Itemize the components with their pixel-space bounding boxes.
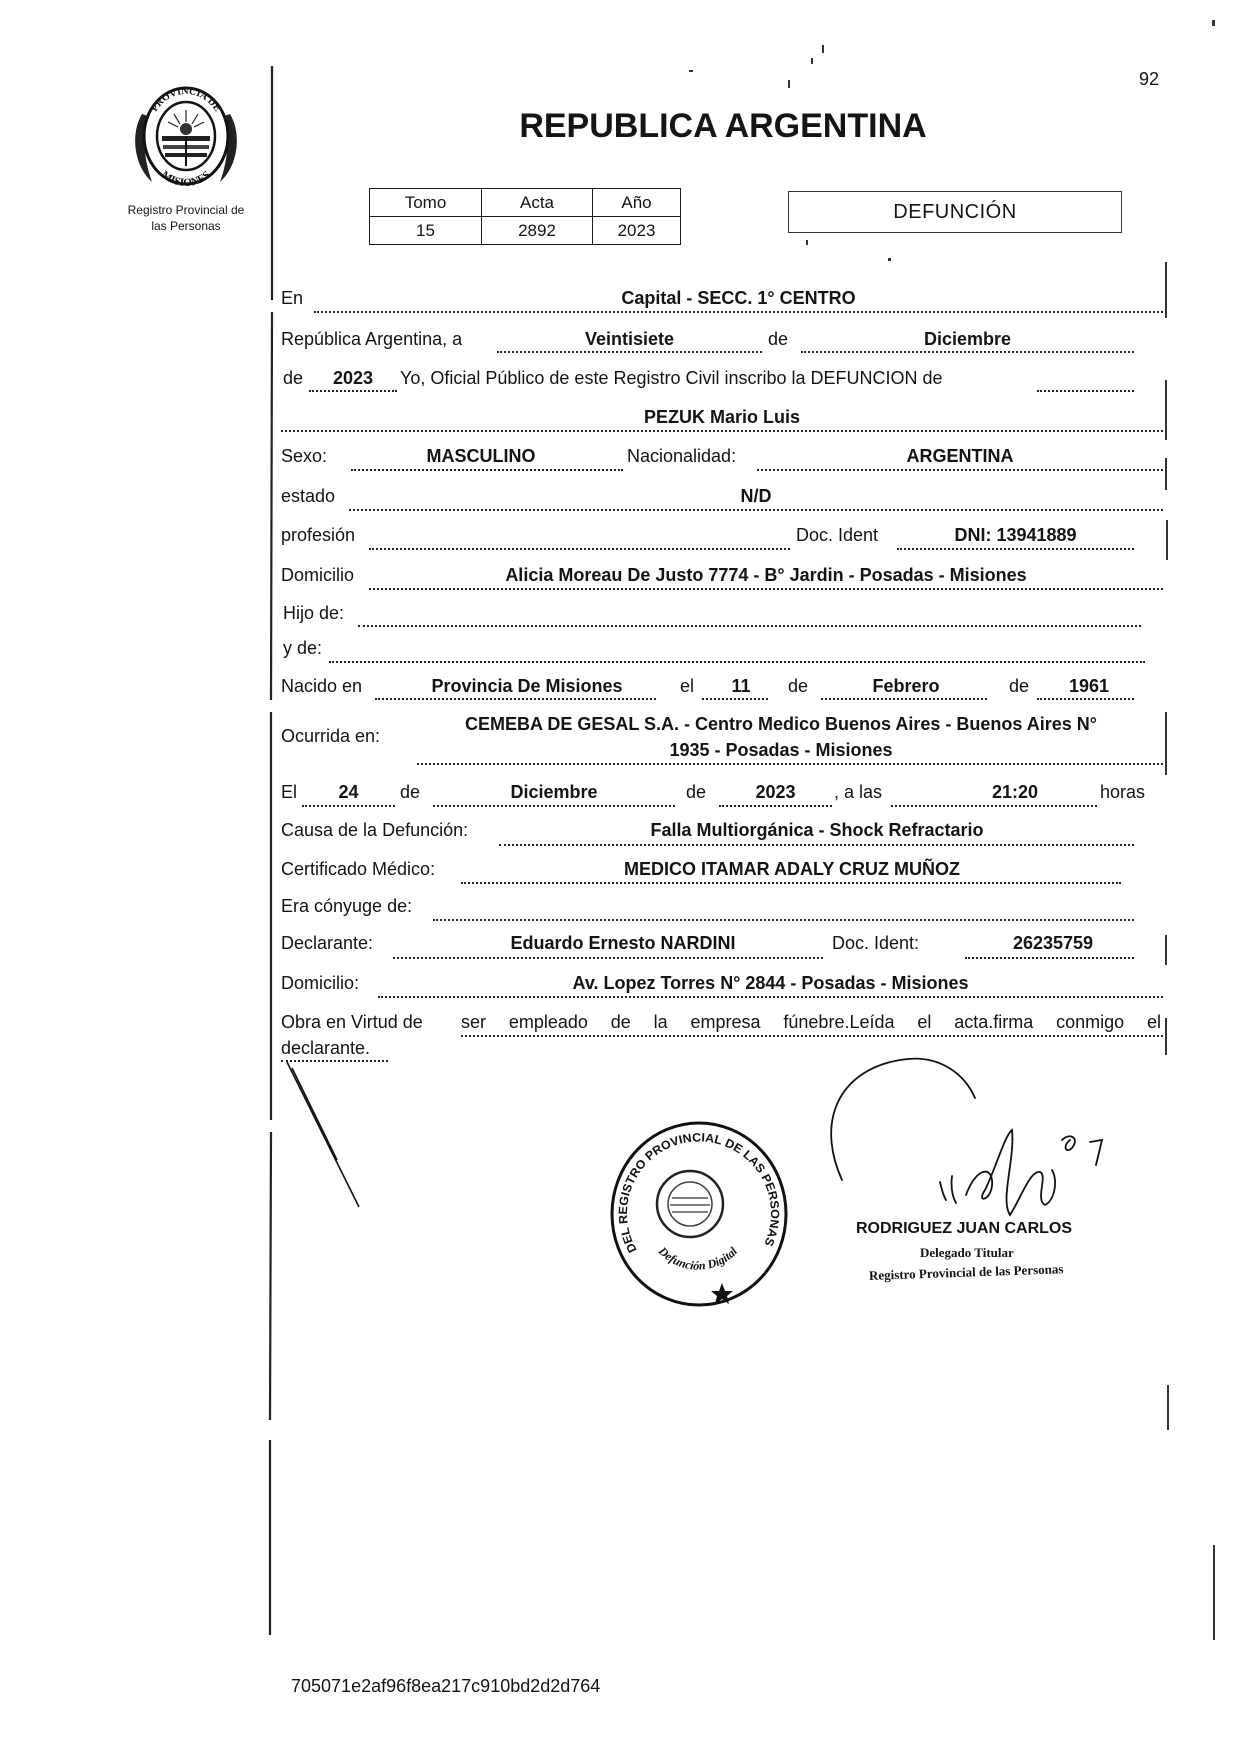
- defuncion-month: Diciembre: [510, 782, 598, 802]
- deceased-name-line: [281, 430, 1163, 432]
- defuncion-day-line: [302, 805, 395, 807]
- lugar-value: Capital - SECC. 1° CENTRO: [621, 288, 856, 308]
- declarante-doc-label: Doc. Ident:: [832, 933, 920, 953]
- fecha-acta-month: Diciembre: [923, 329, 1012, 349]
- nacido-year-line: [1037, 698, 1134, 700]
- anio-acta-text: Yo, Oficial Público de este Registro Civil inscribo la DEFUNCION de: [400, 368, 943, 388]
- fecha-acta-day-line: [497, 351, 762, 353]
- registry-name-line1: Registro Provincial de: [127, 203, 245, 217]
- nacido-place: Provincia De Misiones: [431, 676, 623, 696]
- anio-acta-year: 2023: [332, 368, 374, 388]
- defuncion-time-line: [891, 805, 1097, 807]
- certificado-line: [461, 882, 1121, 884]
- obra-line2-underline: [281, 1060, 388, 1062]
- record-value-acta: 2892: [482, 217, 593, 245]
- provincial-seal-emblem: [130, 74, 242, 192]
- domicilio-line: [369, 588, 1163, 590]
- scan-speck: [788, 80, 790, 88]
- signature-loop: [831, 1059, 975, 1180]
- nacido-month-line: [821, 698, 987, 700]
- seal-lettering-bottom: MISIONES: [159, 168, 213, 190]
- scan-speck: [1212, 20, 1215, 26]
- fecha-acta-de: de: [768, 329, 789, 349]
- record-header-tomo: Tomo: [370, 189, 482, 217]
- anio-acta-end-line: [1037, 390, 1134, 392]
- defuncion-a-las: , a las: [834, 782, 883, 802]
- estado-label: estado: [281, 486, 336, 506]
- fecha-acta-month-line: [801, 351, 1134, 353]
- seal-leaf-right: [220, 114, 237, 182]
- nacido-year: 1961: [1068, 676, 1110, 696]
- seal-lettering-top: PROVINCIA DE: [149, 85, 223, 114]
- domicilio-declarante-value: Av. Lopez Torres N° 2844 - Posadas - Misiones: [572, 973, 969, 993]
- certificado-label: Certificado Médico:: [281, 859, 436, 879]
- profesion-line: [369, 548, 790, 550]
- ocurrida-line2: 1935 - Posadas - Misiones: [669, 740, 893, 760]
- ocurrida-line: [417, 763, 1163, 765]
- nacido-place-line: [375, 698, 656, 700]
- domicilio-declarante-label: Domicilio:: [281, 973, 360, 993]
- declarante-label: Declarante:: [281, 933, 374, 953]
- document-hash: 705071e2af96f8ea217c910bd2d2d764: [291, 1676, 601, 1696]
- stamp-emblem-bands: [670, 1198, 710, 1212]
- profesion-label: profesión: [281, 525, 356, 545]
- nacido-label: Nacido en: [281, 676, 363, 696]
- hijo-de-line: [358, 625, 1141, 627]
- signatory-office: Registro Provincial de las Personas: [868, 1261, 1064, 1283]
- nacido-de2: de: [1009, 676, 1030, 696]
- conyuge-label: Era cónyuge de:: [281, 896, 413, 916]
- record-table-header-row: [370, 189, 681, 217]
- doc-value: DNI: 13941889: [954, 525, 1077, 545]
- record-type-box: DEFUNCIÓN: [788, 191, 1122, 233]
- anio-acta-year-line: [309, 390, 397, 392]
- nacionalidad-value: ARGENTINA: [906, 446, 1014, 466]
- stamp-bottom-lettering: Defunción Digital: [655, 1244, 741, 1273]
- y-de-label: y de:: [283, 638, 323, 658]
- anio-acta-de: de: [283, 368, 304, 388]
- causa-line: [499, 844, 1134, 846]
- signature-scribble: [940, 1130, 1102, 1215]
- seal-leaf-left: [135, 114, 152, 182]
- sexo-value: MASCULINO: [426, 446, 536, 466]
- scan-speck: [811, 58, 813, 64]
- nacido-day-line: [702, 698, 768, 700]
- conyuge-line: [433, 919, 1134, 921]
- record-table: [369, 188, 681, 245]
- defuncion-year: 2023: [755, 782, 796, 802]
- record-value-tomo: 15: [370, 217, 482, 245]
- defuncion-year-line: [719, 805, 832, 807]
- obra-label: Obra en Virtud de: [281, 1012, 423, 1032]
- domicilio-declarante-line: [378, 996, 1163, 998]
- deceased-name: PEZUK Mario Luis: [643, 407, 800, 427]
- stamp-inner-emblem-core: [668, 1182, 712, 1226]
- left-margin-line: [270, 1132, 271, 1420]
- causa-label: Causa de la Defunción:: [281, 820, 469, 840]
- defuncion-de1: de: [400, 782, 421, 802]
- scan-speck: [689, 70, 693, 72]
- y-de-line: [329, 661, 1145, 663]
- defuncion-day: 24: [338, 782, 359, 802]
- lugar-label: En: [281, 288, 304, 308]
- nacido-month: Febrero: [872, 676, 940, 696]
- sexo-line: [351, 469, 623, 471]
- sexo-label: Sexo:: [281, 446, 328, 466]
- signatory-role: Delegado Titular: [920, 1245, 1014, 1260]
- signatory-name: RODRIGUEZ JUAN CARLOS: [856, 1220, 1073, 1237]
- page-title: REPUBLICA ARGENTINA: [519, 107, 927, 145]
- defuncion-el: El: [281, 782, 298, 802]
- estado-line: [349, 509, 1163, 511]
- stamp-ring-lettering: DEL REGISTRO PROVINCIAL DE LAS PERSONAS: [615, 1130, 783, 1256]
- registry-round-stamp: [600, 1110, 800, 1320]
- obra-line1-underline: [461, 1035, 1163, 1037]
- cancel-stroke: [292, 1068, 337, 1160]
- declarante-line: [393, 957, 823, 959]
- page-number: 92: [1139, 69, 1160, 89]
- nacido-de1: de: [788, 676, 809, 696]
- defuncion-de2: de: [686, 782, 707, 802]
- registry-name-line2: las Personas: [151, 219, 221, 233]
- ocurrida-label: Ocurrida en:: [281, 726, 381, 746]
- defuncion-month-line: [433, 805, 675, 807]
- nacido-el: el: [680, 676, 695, 696]
- declarante-doc-value: 26235759: [1012, 933, 1094, 953]
- obra-line2: declarante.: [281, 1038, 371, 1058]
- obra-line1: ser empleado de la empresa fúnebre.Leída el acta.firma conmigo el: [461, 1012, 1161, 1032]
- record-value-anio: 2023: [593, 217, 681, 245]
- record-table-value-row: [370, 217, 681, 245]
- nacionalidad-line: [757, 469, 1163, 471]
- declarante-value: Eduardo Ernesto NARDINI: [510, 933, 736, 953]
- cancel-stroke: [287, 1062, 359, 1207]
- defuncion-horas: horas: [1100, 782, 1146, 802]
- stamp-outer-ring: [612, 1123, 786, 1305]
- fecha-acta-label: República Argentina, a: [281, 329, 463, 349]
- declarante-doc-line: [965, 957, 1134, 959]
- seal-sun-core: [180, 123, 192, 135]
- left-margin-line: [271, 312, 272, 700]
- ocurrida-line1: CEMEBA DE GESAL S.A. - Centro Medico Buenos Aires - Buenos Aires N°: [465, 714, 1097, 734]
- domicilio-value: Alicia Moreau De Justo 7774 - B° Jardin - Posadas - Misiones: [505, 565, 1027, 585]
- doc-label: Doc. Ident: [796, 525, 879, 545]
- defuncion-time: 21:20: [991, 782, 1039, 802]
- certificado-value: MEDICO ITAMAR ADALY CRUZ MUÑOZ: [624, 859, 960, 879]
- estado-value: N/D: [740, 486, 772, 506]
- scan-speck: [822, 45, 824, 53]
- scan-speck: [888, 258, 891, 261]
- fecha-acta-day: Veintisiete: [584, 329, 675, 349]
- domicilio-label: Domicilio: [281, 565, 355, 585]
- nacido-day: 11: [731, 676, 751, 696]
- record-header-acta: Acta: [482, 189, 593, 217]
- hijo-de-label: Hijo de:: [283, 603, 345, 623]
- stamp-inner-emblem: [657, 1171, 723, 1237]
- nacionalidad-label: Nacionalidad:: [627, 446, 737, 466]
- scan-speck: [806, 240, 808, 245]
- lugar-dotted-line: [314, 311, 1163, 313]
- doc-line: [897, 548, 1134, 550]
- causa-value: Falla Multiorgánica - Shock Refractario: [650, 820, 984, 840]
- record-header-anio: Año: [593, 189, 681, 217]
